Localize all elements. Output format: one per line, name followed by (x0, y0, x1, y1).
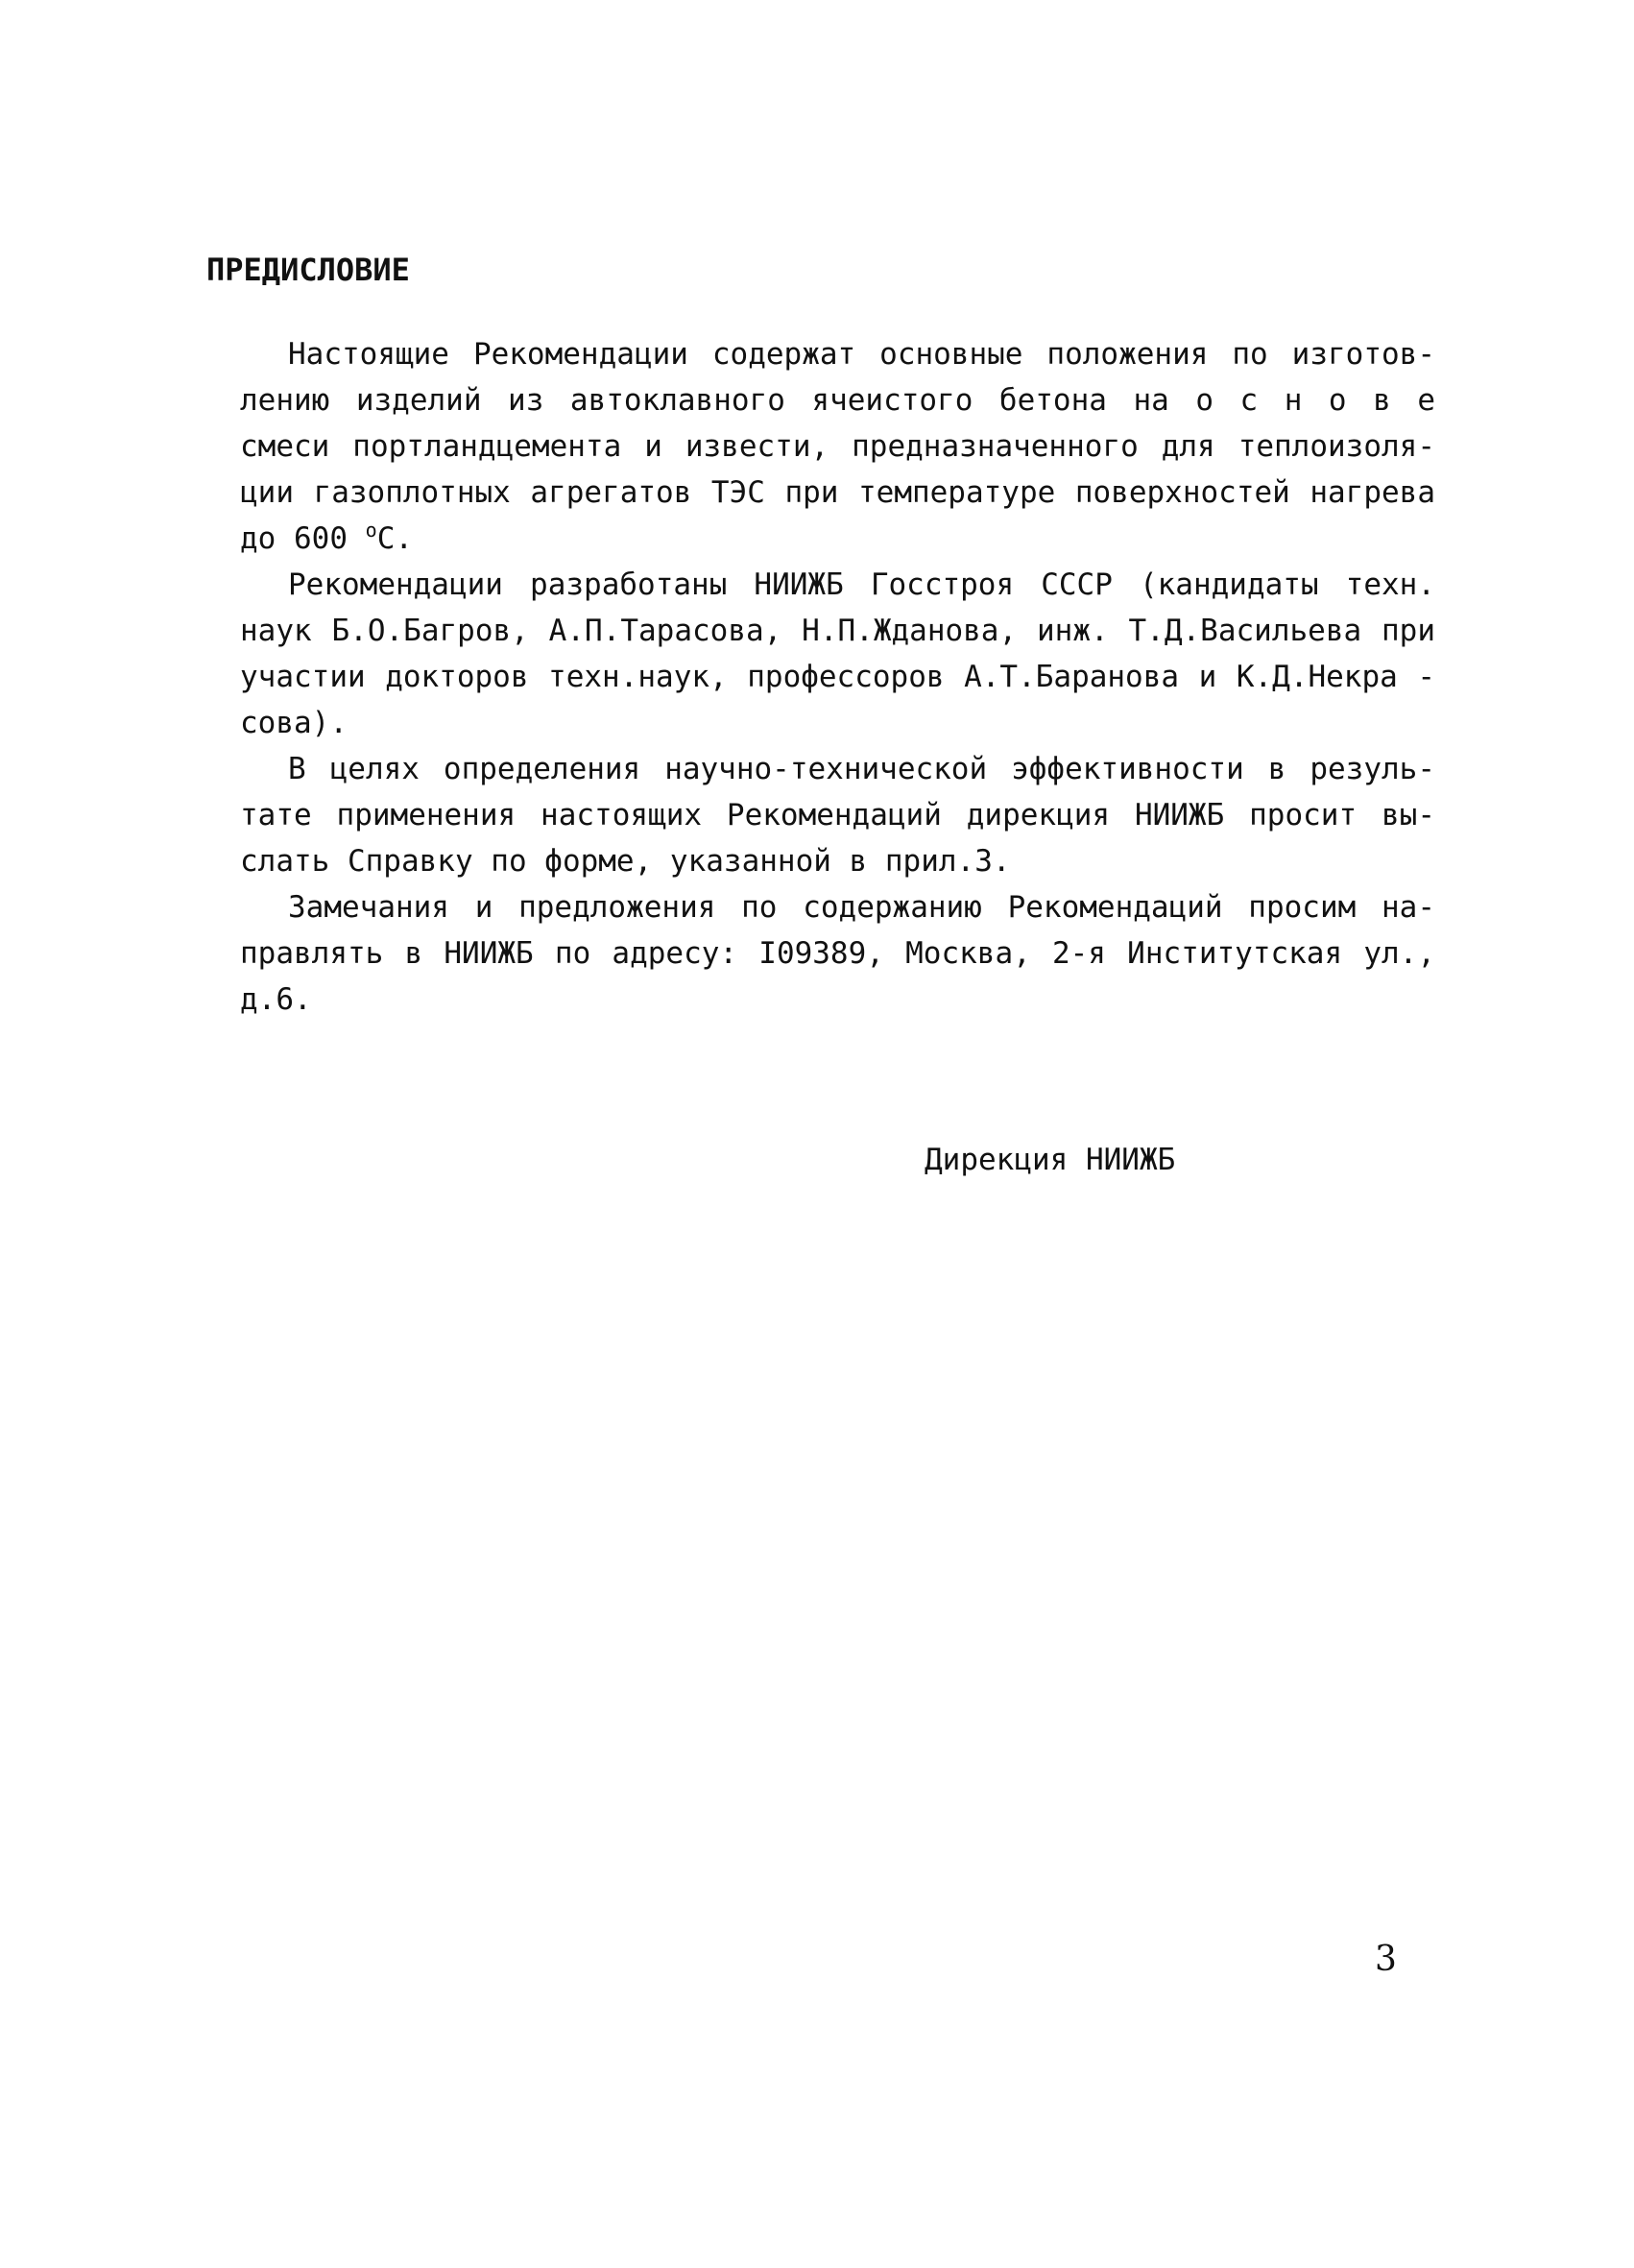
text-line: д.6. (240, 982, 312, 1017)
text-line: Замечания и предложения по содержанию Рекомендаций просим на- (288, 890, 1435, 925)
text-fragment: С. (376, 521, 414, 556)
page-heading: ПРЕДИСЛОВИЕ (206, 252, 410, 288)
signature: Дирекция НИИЖБ (925, 1143, 1176, 1177)
text-line: Рекомендации разработаны НИИЖБ Госстроя СССР (кандидаты техн. (288, 567, 1435, 602)
text-fragment: до 600 (240, 521, 366, 556)
paragraph-foreword-intro (240, 331, 1435, 562)
page-number: 3 (1375, 1940, 1397, 1979)
paragraph-efficiency-request (240, 746, 1435, 884)
paragraph-feedback-address (240, 884, 1435, 1023)
text-line: смеси портландцемента и извести, предназначенного для теплоизоля- (240, 429, 1435, 464)
text-line: тате применения настоящих Рекомендаций дирекция НИИЖБ просит вы- (240, 798, 1435, 832)
paragraph-authors (240, 562, 1435, 746)
text-line: лению изделий из автоклавного ячеистого бетона на о с н о в е (240, 383, 1435, 418)
text-line: участии докторов техн.наук, профессоров А.Т.Баранова и К.Д.Некра - (240, 660, 1435, 694)
text-line: правлять в НИИЖБ по адресу: I09389, Москва, 2-я Институтская ул., (240, 936, 1435, 971)
text-line: Настоящие Рекомендации содержат основные положения по изготов- (288, 337, 1435, 372)
text-line: ции газоплотных агрегатов ТЭС при температуре поверхностей нагрева (240, 475, 1435, 510)
text-line: сова). (240, 706, 348, 740)
degree-superscript: о (365, 519, 377, 542)
text-line: слать Справку по форме, указанной в прил.3. (240, 844, 1011, 879)
body-text (240, 331, 1435, 1023)
text-line-temperature (240, 516, 1435, 562)
text-line: наук Б.О.Багров, А.П.Тарасова, Н.П.Жданова, инж. Т.Д.Васильева при (240, 614, 1435, 648)
text-line: В целях определения научно-технической эффективности в резуль- (288, 752, 1435, 786)
